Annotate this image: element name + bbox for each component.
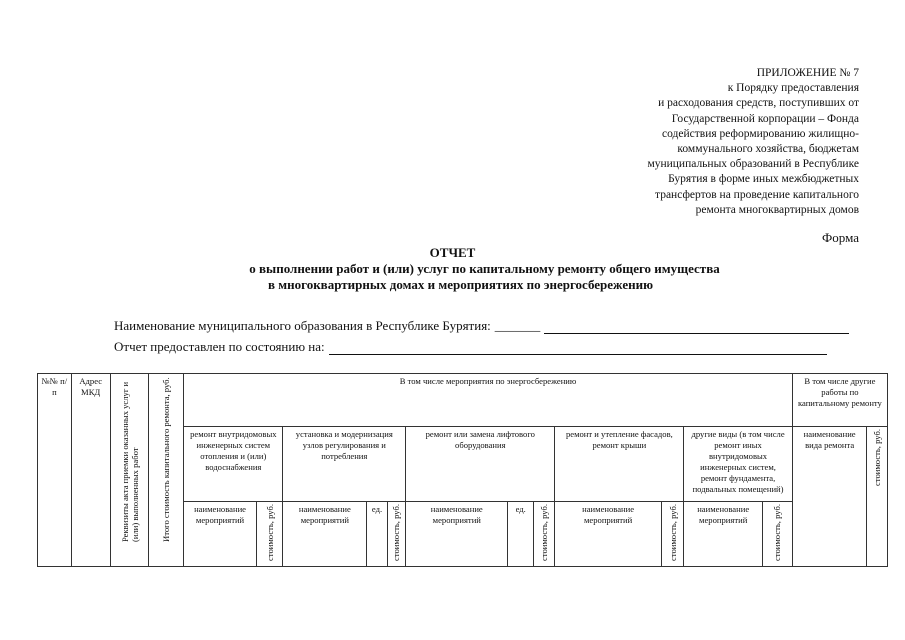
sub-cost-other-types: стоимость, руб. [763,502,793,567]
sub-cost-metering: стоимость, руб. [387,502,405,567]
header-address: Адрес МКД [71,374,110,567]
municipality-underscores: _______ [494,318,541,333]
sub-unit-metering: ед. [367,502,387,567]
group-heating: ремонт внутридомовых инженерных систем отопления и (или) водоснабжения [184,427,283,502]
appendix-line: коммунального хозяйства, бюджетам [677,143,859,156]
sub-cost-elevator: стоимость, руб. [533,502,554,567]
header-num: №№ п/п [38,374,72,567]
municipality-field [114,318,849,334]
other-repair-cost: стоимость, руб. [867,427,888,567]
status-date-label: Отчет предоставлен по состоянию на: [114,339,325,354]
report-title-subtitle-2: в многоквартирных домах и мероприятиях по энергосбережению [268,277,653,292]
sub-cost-facade: стоимость, руб. [661,502,684,567]
group-other-types: другие виды (в том числе ремонт иных внутридомовых инженерных систем, ремонт фундамента, подвальных помещений) [684,427,793,502]
sub-unit-elevator: ед. [508,502,534,567]
group-elevator: ремонт или замена лифтового оборудования [406,427,555,502]
report-table [37,373,888,567]
appendix-title: ПРИЛОЖЕНИЕ № 7 [756,67,859,79]
municipality-input-line[interactable] [544,320,849,334]
form-label: Форма [822,230,859,245]
appendix-line: и расходования средств, поступивших от [658,97,859,110]
municipality-label: Наименование муниципального образования в Республике Бурятия: [114,318,491,333]
sub-name-elevator: наименование мероприятий [406,502,508,567]
sub-name-heating: наименование мероприятий [184,502,257,567]
report-title-subtitle: о выполнении работ и (или) услуг по капитальному ремонту общего имущества [249,261,720,276]
header-energy: В том числе мероприятия по энергосбережению [184,374,793,427]
sub-name-metering: наименование мероприятий [283,502,367,567]
status-date-field [114,339,827,355]
appendix-line: трансфертов на проведение капитального [655,188,859,201]
status-date-input-line[interactable] [329,341,827,355]
appendix-line: ремонта многоквартирных домов [695,203,859,216]
appendix-line: Государственной корпорации – Фонда [671,112,859,125]
group-metering: установка и модернизация узлов регулирования и потребления [283,427,406,502]
appendix-line: содействия реформированию жилищно- [662,127,859,140]
sub-cost-heating: стоимость, руб. [256,502,283,567]
appendix-line: муниципальных образований в Республике [647,158,859,171]
header-total: Итого стоимость капитального ремонта, руб. [149,374,184,567]
header-act: Реквизиты акта приемки оказанных услуг и (или) выполненных работ [110,374,149,567]
header-other: В том числе другие работы по капитальному ремонту [792,374,887,427]
appendix-line: к Порядку предоставления [727,82,859,95]
report-title-main: ОТЧЕТ [429,245,476,260]
group-facade: ремонт и утепление фасадов, ремонт крыши [555,427,684,502]
other-repair-name: наименование вида ремонта [792,427,867,567]
sub-name-other-types: наименование мероприятий [684,502,763,567]
report-title [0,245,905,293]
appendix-header [559,66,859,218]
appendix-line: Бурятия в форме иных межбюджетных [668,173,859,186]
sub-name-facade: наименование мероприятий [555,502,661,567]
